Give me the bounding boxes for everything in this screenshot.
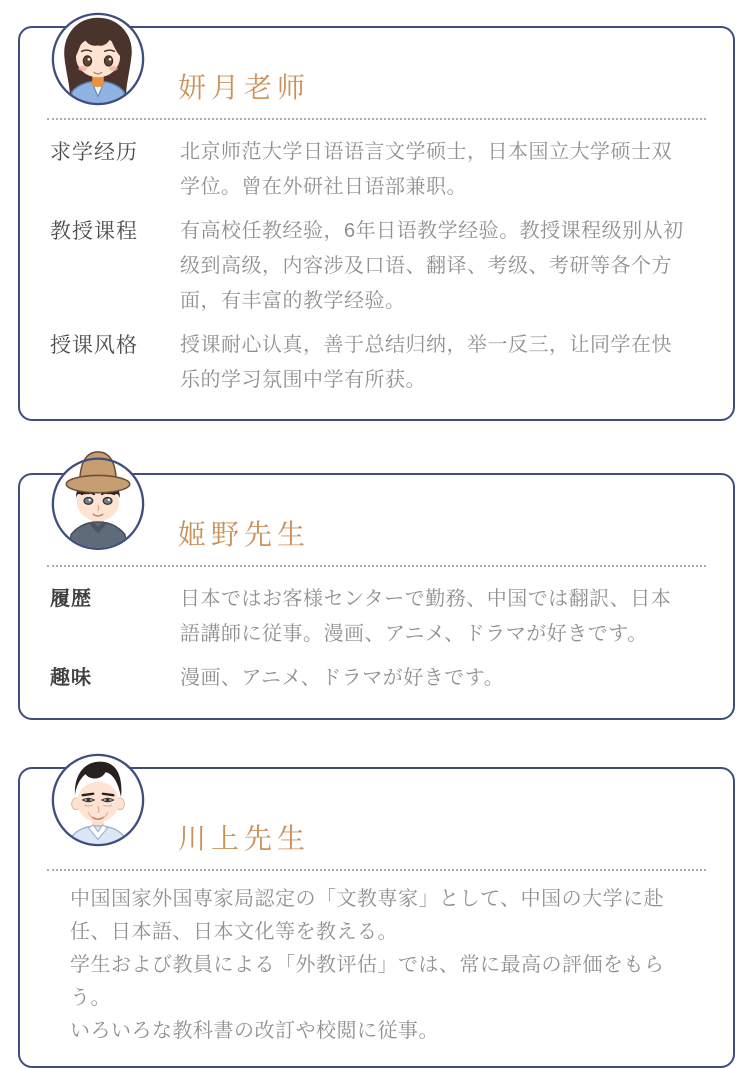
- info-label: 授课风格: [50, 334, 138, 357]
- bio-paragraph: いろいろな教科書の改訂や校閲に従事。: [70, 1020, 439, 1042]
- teacher-card-himeno: [18, 473, 735, 720]
- info-label: 趣味: [50, 667, 92, 689]
- info-text: 日本ではお客様センターで勤務、中国では翻訳、日本語講師に従事。漫画、アニメ、ドラマが好きです。: [180, 588, 672, 645]
- info-label: 教授课程: [50, 220, 138, 243]
- info-row-hobby: [50, 661, 687, 696]
- female-teacher-avatar-icon: [50, 11, 146, 107]
- teacher-card-yanyue: [18, 26, 735, 421]
- info-row-history: [50, 582, 687, 652]
- info-label: 求学经历: [50, 141, 138, 164]
- teacher-card-kawakami: [18, 767, 735, 1068]
- info-row-style: [50, 328, 687, 398]
- teacher-info: [20, 871, 733, 1066]
- info-row-courses: [50, 214, 687, 319]
- male-teacher-hat-avatar-icon: [50, 444, 146, 556]
- info-text: 授课耐心认真，善于总结归纳，举一反三，让同学在快乐的学习氛围中学有所获。: [180, 334, 672, 391]
- teacher-info: [20, 567, 733, 717]
- bio-paragraph: 学生および教員による「外教评估」では、常に最高の評価をもらう。: [70, 954, 665, 1009]
- bio-paragraph: 中国国家外国専家局認定の「文教専家」として、中国の大学に赴任、日本語、日本文化等を教える。: [70, 888, 665, 943]
- info-text: 北京师范大学日语语言文学硕士，日本国立大学硕士双学位。曾在外研社日语部兼职。: [180, 141, 672, 198]
- teacher-name: 姬野先生: [178, 519, 311, 550]
- info-text: 有高校任教经验，6年日语教学经验。教授课程级别从初级到高级，内容涉及口语、翻译、考级、考研等各个方面，有丰富的教学经验。: [180, 220, 684, 312]
- senior-teacher-avatar-icon: [50, 752, 146, 848]
- teacher-name: 川上先生: [178, 823, 311, 854]
- info-text: 漫画、アニメ、ドラマが好きです。: [180, 667, 505, 689]
- teacher-name: 妍月老师: [178, 72, 311, 103]
- info-label: 履歴: [50, 588, 92, 610]
- teacher-info: [20, 120, 733, 419]
- info-row-education: [50, 135, 687, 205]
